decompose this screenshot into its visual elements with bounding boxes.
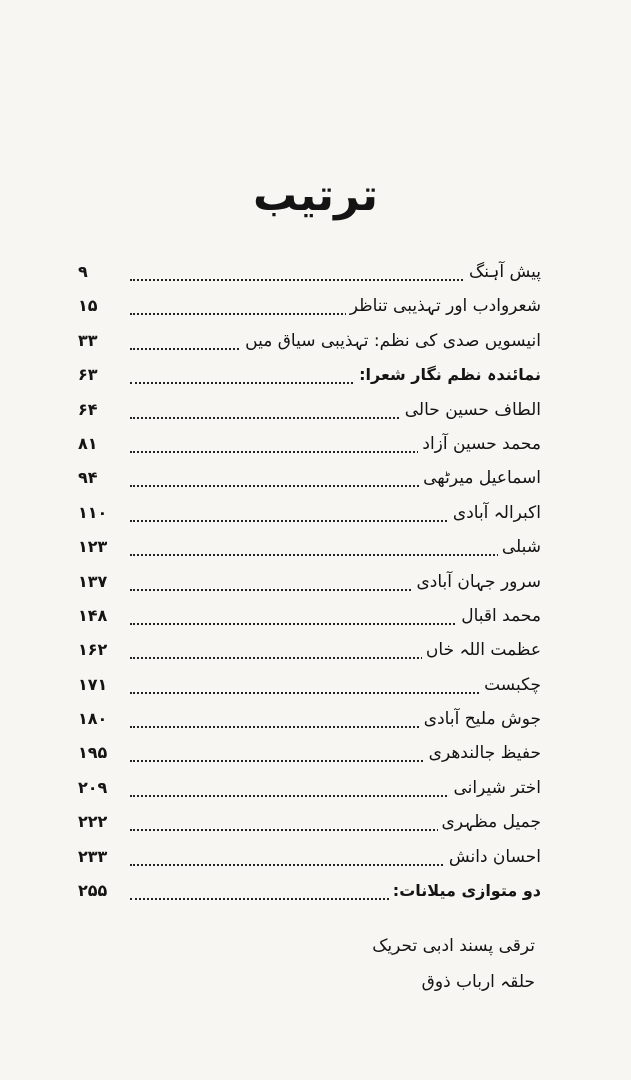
toc-entry-title: حفیظ جالندھری <box>425 740 541 766</box>
toc-entry-page: ۱۳۷ <box>78 571 108 591</box>
toc-row <box>78 498 541 532</box>
toc-row <box>78 670 541 704</box>
dot-leader <box>130 692 535 694</box>
toc-row <box>78 532 541 566</box>
toc-row <box>78 291 541 325</box>
toc-section-heading <box>78 876 541 910</box>
toc-row <box>78 601 541 635</box>
page-title: ترتیب <box>253 170 378 221</box>
toc-entry-page: ۳۳ <box>78 330 98 350</box>
dot-leader <box>130 554 535 556</box>
table-of-contents <box>78 257 541 910</box>
toc-entry-page: ۱۹۵ <box>78 743 108 763</box>
toc-row <box>78 738 541 772</box>
toc-entry-page: ۱۴۸ <box>78 605 108 625</box>
toc-entry-page: ۱۸۰ <box>78 709 108 729</box>
toc-entry-page: ۸۱ <box>78 433 98 453</box>
toc-row <box>78 429 541 463</box>
toc-row <box>78 395 541 429</box>
toc-row <box>78 463 541 497</box>
toc-entry-title: الطاف حسین حالی <box>401 397 541 423</box>
toc-entry-title: شعروادب اور تہذیبی تناظر <box>346 293 541 319</box>
toc-entry-title: شبلی <box>498 534 541 560</box>
toc-row <box>78 842 541 876</box>
toc-entry-title: محمد حسین آزاد <box>418 431 541 457</box>
toc-row <box>78 773 541 807</box>
toc-entry-page: ۲۰۹ <box>78 777 108 797</box>
toc-section-heading <box>78 360 541 394</box>
toc-entry-title: جوش ملیح آبادی <box>420 706 541 732</box>
toc-entry-title: عظمت اللہ خاں <box>422 637 541 663</box>
toc-entry-title: نمائندہ نظم نگار شعرا: <box>355 362 541 388</box>
toc-entry-title: پیش آہنگ <box>465 259 541 285</box>
toc-entry-page: ۱۱۰ <box>78 502 108 522</box>
toc-row <box>78 257 541 291</box>
toc-entry-page: ۱۵ <box>78 296 98 316</box>
toc-entry-title: اکبرالہ آبادی <box>449 500 541 526</box>
toc-entry-page: ۲۲۲ <box>78 812 108 832</box>
toc-subentry: حلقہ ارباب ذوق <box>421 972 535 992</box>
toc-row <box>78 567 541 601</box>
toc-entry-title: چکبست <box>480 672 541 698</box>
toc-entry-page: ۹۴ <box>78 468 98 488</box>
toc-entry-page: ۹ <box>78 262 88 281</box>
toc-entry-page: ۱۶۲ <box>78 640 108 660</box>
toc-entry-title: سرور جہان آبادی <box>413 569 542 595</box>
toc-entry-page: ۶۳ <box>78 365 98 385</box>
toc-entry-title: انیسویں صدی کی نظم: تہذیبی سیاق میں <box>241 328 541 354</box>
toc-entry-page: ۶۴ <box>78 399 98 419</box>
toc-entry-title: محمد اقبال <box>457 603 541 629</box>
toc-entry-title: دو متوازی میلانات: <box>389 878 541 904</box>
toc-entry-page: ۲۵۵ <box>78 881 108 901</box>
toc-subentry: ترقی پسند ادبی تحریک <box>372 936 535 956</box>
toc-entry-title: اختر شیرانی <box>449 775 541 801</box>
toc-entry-title: اسماعیل میرٹھی <box>419 465 541 491</box>
toc-row <box>78 704 541 738</box>
toc-row <box>78 635 541 669</box>
toc-row <box>78 807 541 841</box>
toc-entry-page: ۲۳۳ <box>78 846 108 866</box>
toc-row <box>78 326 541 360</box>
toc-subentries <box>372 928 535 1000</box>
toc-entry-page: ۱۲۳ <box>78 537 108 557</box>
toc-entry-title: جمیل مظہری <box>438 809 541 835</box>
toc-entry-page: ۱۷۱ <box>78 674 108 694</box>
toc-entry-title: احسان دانش <box>445 844 541 870</box>
